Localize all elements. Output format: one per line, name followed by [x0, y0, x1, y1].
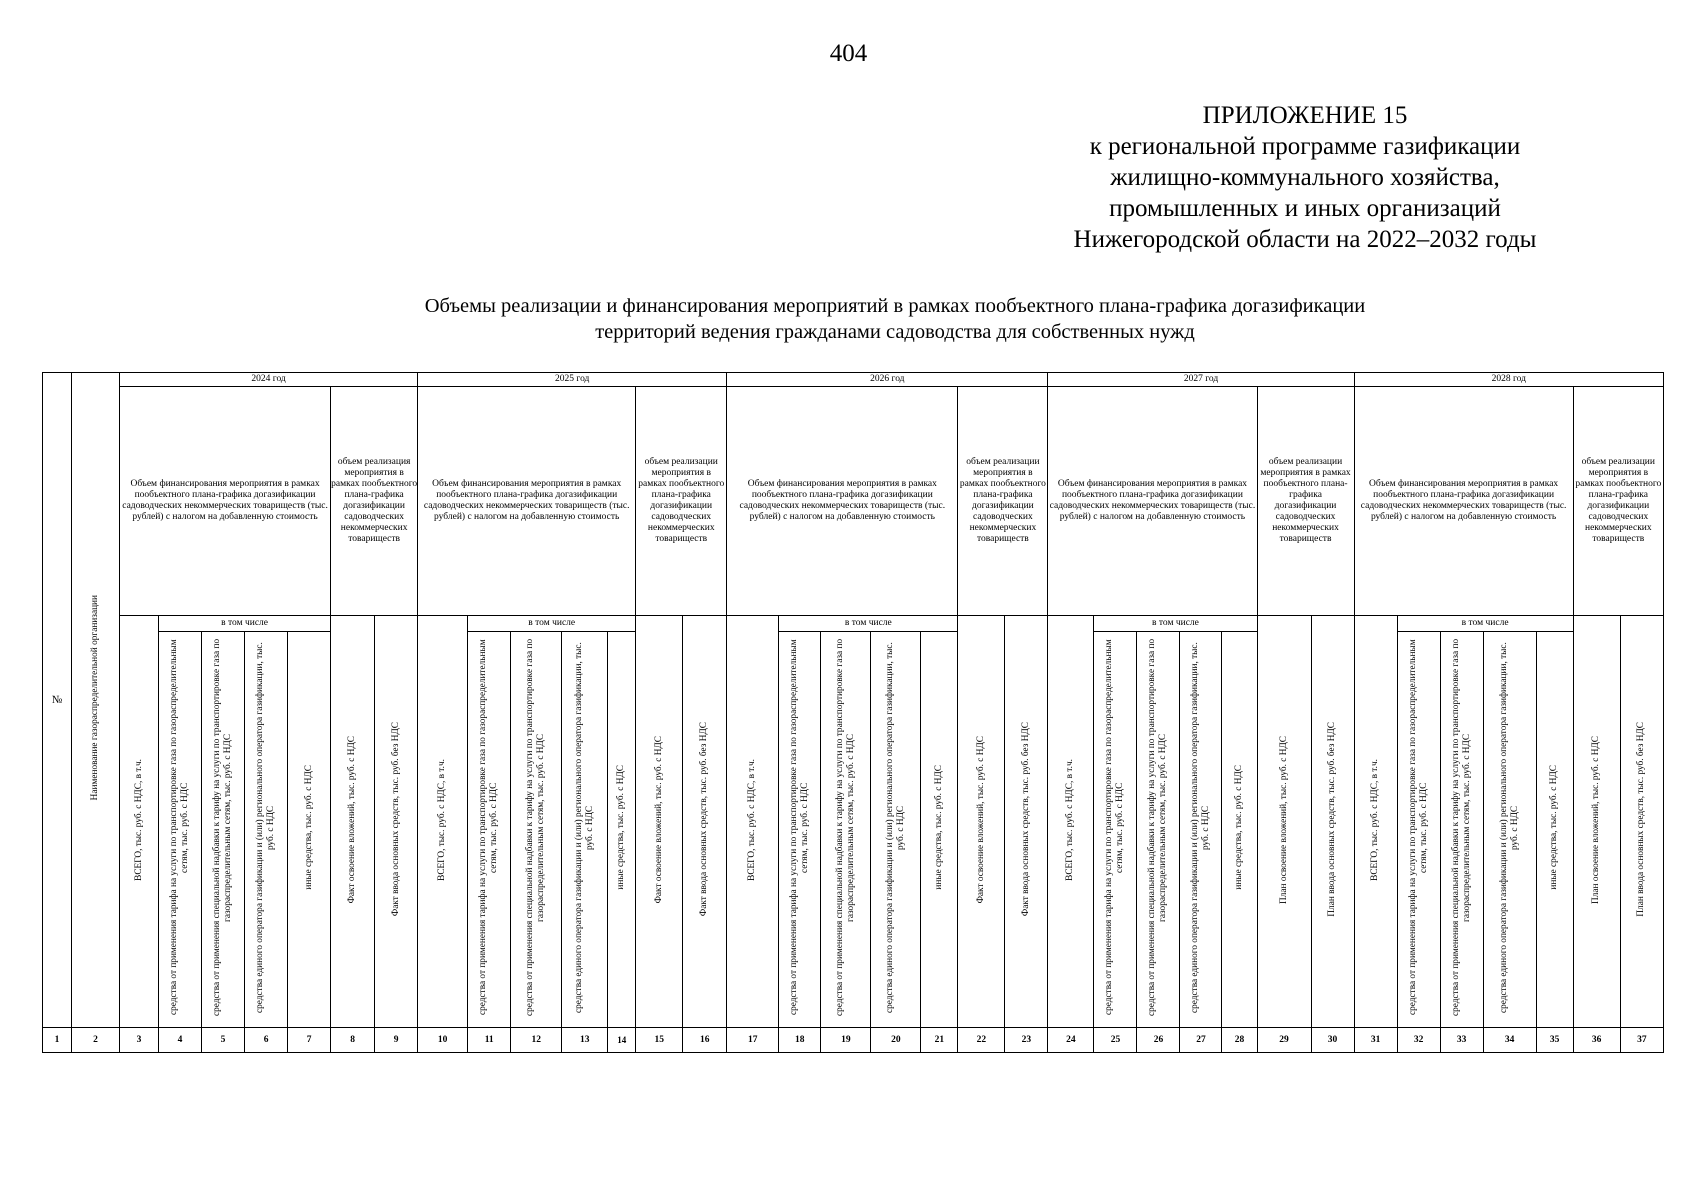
rotated-header-text: иные средства, тыс. руб. с НДС [1549, 765, 1560, 890]
rotated-header-text: иные средства, тыс. руб. с НДС [303, 765, 314, 890]
document-title [200, 293, 1590, 345]
rotated-header-text: План освоение вложений, тыс. руб. с НДС [1591, 735, 1602, 904]
column-number-cell: 21 [921, 1028, 958, 1053]
rotated-header-text: средства от применения тарифа на услуги по транспортировке газа по газораспределительным сетям, тыс. руб. с НДС [1104, 639, 1126, 1016]
rotated-header-text: Факт ввода основных средств, тыс. руб. без НДС [699, 722, 710, 917]
rotated-header-text: Факт ввода основных средств, тыс. руб. без НДС [390, 722, 401, 917]
including-header: в том числе [1094, 616, 1257, 632]
volume-header: объем реализации мероприятия в рамках пообъектного плана-графика догазификации садоводческих некоммерческих товариществ [1257, 387, 1354, 616]
column-header [202, 632, 245, 1028]
column-number-cell: 25 [1094, 1028, 1137, 1053]
column-number-cell: 5 [202, 1028, 245, 1053]
column-number-cell: 19 [821, 1028, 871, 1053]
column-header [636, 616, 683, 1028]
rotated-header-text: Факт освоение вложений, тыс. руб. с НДС [653, 735, 664, 904]
including-header: в том числе [1397, 616, 1573, 632]
column-header [562, 632, 608, 1028]
total-column-header [727, 616, 779, 1028]
year-header: 2024 год [120, 373, 418, 387]
column-header [1483, 632, 1536, 1028]
rotated-header-text: средства от применения тарифа на услуги по транспортировке газа по газораспределительным сетям, тыс. руб. с НДС [1407, 639, 1429, 1016]
rotated-header-text: Факт освоение вложений, тыс. руб. с НДС [347, 735, 358, 904]
financing-table [42, 372, 1664, 1053]
column-header [821, 632, 871, 1028]
rotated-header-text: средства от применения тарифа на услуги по транспортировке газа по газораспределительным сетям, тыс. руб. с НДС [788, 639, 810, 1016]
column-number-cell: 14 [608, 1028, 636, 1053]
funding-header: Объем финансирования мероприятия в рамках пообъектного плана-графика догазификации садоводческих некоммерческих товариществ (тыс. рублей) с налогом на добавленную стоимость [727, 387, 958, 616]
column-number-cell: 34 [1483, 1028, 1536, 1053]
rotated-header-text: средства единого оператора газификации и (или) регионального оператора газификации, тыс. руб. с НДС [884, 642, 906, 1013]
column-header [1440, 632, 1483, 1028]
funding-header: Объем финансирования мероприятия в рамках пообъектного плана-графика догазификации садоводческих некоммерческих товариществ (тыс. рублей) с налогом на добавленную стоимость [120, 387, 331, 616]
column-number-cell: 11 [468, 1028, 511, 1053]
column-header [921, 632, 958, 1028]
column-number-cell: 32 [1397, 1028, 1440, 1053]
volume-header: объем реализации мероприятия в рамках пообъектного плана-графика догазификации садоводческих некоммерческих товариществ [958, 387, 1048, 616]
column-header [1257, 616, 1311, 1028]
column-number-cell: 10 [418, 1028, 468, 1053]
rotated-header-text: средства от применения специальной надбавки к тарифу на услуги по транспортировке газа по газораспределительным сетям, тыс. руб. с НДС [1147, 638, 1169, 1017]
column-header [288, 632, 331, 1028]
column-number-cell: 36 [1573, 1028, 1620, 1053]
rotated-header-text: ВСЕГО, тыс. руб. с НДС, в т.ч. [133, 758, 144, 881]
column-header [1222, 632, 1257, 1028]
year-header: 2025 год [418, 373, 727, 387]
rotated-header-text: ВСЕГО, тыс. руб. с НДС, в т.ч. [1370, 758, 1381, 881]
column-header [1620, 616, 1663, 1028]
column-header [1573, 616, 1620, 1028]
column-header [958, 616, 1005, 1028]
rotated-header-text: средства от применения специальной надбавки к тарифу на услуги по транспортировке газа по газораспределительным сетям, тыс. руб. с НДС [834, 638, 856, 1017]
rotated-header-text: иные средства, тыс. руб. с НДС [933, 765, 944, 890]
rotated-header-text: средства от применения специальной надбавки к тарифу на услуги по транспортировке газа по газораспределительным сетям, тыс. руб. с НДС [1450, 638, 1472, 1017]
volume-header: объем реализации мероприятия в рамках пообъектного плана-графика догазификации садоводческих некоммерческих товариществ [636, 387, 727, 616]
column-header [375, 616, 418, 1028]
column-number-cell: 1 [43, 1028, 72, 1053]
column-number-cell: 13 [562, 1028, 608, 1053]
year-header: 2027 год [1048, 373, 1354, 387]
funding-header: Объем финансирования мероприятия в рамках пообъектного плана-графика догазификации садоводческих некоммерческих товариществ (тыс. рублей) с налогом на добавленную стоимость [1354, 387, 1573, 616]
rotated-header-text: средства от применения специальной надбавки к тарифу на услуги по транспортировке газа по газораспределительным сетям, тыс. руб. с НДС [525, 638, 547, 1017]
including-header: в том числе [159, 616, 331, 632]
column-number-cell: 7 [288, 1028, 331, 1053]
column-header [1397, 632, 1440, 1028]
column-header [871, 632, 921, 1028]
column-header [245, 632, 288, 1028]
column-number-cell: 17 [727, 1028, 779, 1053]
column-number-cell: 37 [1620, 1028, 1663, 1053]
title-line: Объемы реализации и финансирования мероприятий в рамках пообъектного плана-графика догазификации [424, 295, 1366, 317]
column-header [683, 616, 727, 1028]
rotated-header-text: иные средства, тыс. руб. с НДС [1233, 765, 1244, 890]
page-number: 404 [829, 40, 868, 67]
column-header [1094, 632, 1137, 1028]
column-number-cell: 2 [72, 1028, 120, 1053]
column-header [511, 632, 562, 1028]
column-number-cell: 30 [1311, 1028, 1354, 1053]
column-number-cell: 24 [1048, 1028, 1094, 1053]
volume-header: объем реализация мероприятия в рамках пообъектного плана-графика догазификации садоводческих некоммерческих товариществ [331, 387, 418, 616]
rotated-header-text: иные средства, тыс. руб. с НДС [616, 765, 627, 890]
including-header: в том числе [468, 616, 636, 632]
column-header [1536, 632, 1573, 1028]
rotated-header-text: Факт освоение вложений, тыс. руб. с НДС [975, 735, 986, 904]
column-number-cell: 4 [159, 1028, 202, 1053]
column-header [1311, 616, 1354, 1028]
appendix-line: Нижегородской области на 2022–2032 годы [1073, 226, 1537, 253]
org-header-text: Наименование газораспределительной организации [90, 595, 100, 801]
rotated-header-text: План освоение вложений, тыс. руб. с НДС [1278, 735, 1289, 904]
appendix-line: ПРИЛОЖЕНИЕ 15 [1202, 102, 1408, 129]
column-header [1137, 632, 1180, 1028]
column-header [779, 632, 821, 1028]
rotated-header-text: средства от применения тарифа на услуги по транспортировке газа по газораспределительным сетям, тыс. руб. с НДС [478, 639, 500, 1016]
column-number-cell: 26 [1137, 1028, 1180, 1053]
rotated-header-text: ВСЕГО, тыс. руб. с НДС, в т.ч. [1065, 758, 1076, 881]
funding-header: Объем финансирования мероприятия в рамках пообъектного плана-графика догазификации садоводческих некоммерческих товариществ (тыс. рублей) с налогом на добавленную стоимость [418, 387, 636, 616]
column-number-cell: 8 [331, 1028, 375, 1053]
column-number-cell: 9 [375, 1028, 418, 1053]
rotated-header-text: средства единого оператора газификации и (или) регионального оператора газификации, тыс. руб. с НДС [1189, 642, 1211, 1013]
total-column-header [1048, 616, 1094, 1028]
column-number-cell: 23 [1005, 1028, 1048, 1053]
column-number-cell: 20 [871, 1028, 921, 1053]
appendix-line: жилищно-коммунального хозяйства, [1110, 164, 1500, 191]
total-column-header [1354, 616, 1397, 1028]
column-number-cell: 28 [1222, 1028, 1257, 1053]
column-number-cell: 16 [683, 1028, 727, 1053]
column-number-cell: 35 [1536, 1028, 1573, 1053]
total-column-header [418, 616, 468, 1028]
rotated-header-text: ВСЕГО, тыс. руб. с НДС, в т.ч. [747, 758, 758, 881]
column-number-cell: 3 [120, 1028, 159, 1053]
rotated-header-text: средства единого оператора газификации и (или) регионального оператора газификации, тыс. руб. с НДС [1498, 642, 1520, 1013]
funding-header: Объем финансирования мероприятия в рамках пообъектного плана-графика догазификации садоводческих некоммерческих товариществ (тыс. рублей) с налогом на добавленную стоимость [1048, 387, 1257, 616]
column-number-cell: 12 [511, 1028, 562, 1053]
col-number-header: № [43, 373, 72, 1028]
rotated-header-text: Факт ввода основных средств, тыс. руб. без НДС [1020, 722, 1031, 917]
appendix-line: к региональной программе газификации [1089, 133, 1521, 160]
year-header: 2028 год [1354, 373, 1663, 387]
including-header: в том числе [779, 616, 958, 632]
column-number-cell: 33 [1440, 1028, 1483, 1053]
column-number-cell: 29 [1257, 1028, 1311, 1053]
column-number-cell: 6 [245, 1028, 288, 1053]
column-header [159, 632, 202, 1028]
rotated-header-text: средства единого оператора газификации и (или) регионального оператора газификации, тыс. руб. с НДС [255, 642, 277, 1013]
column-header [331, 616, 375, 1028]
title-line: территорий ведения гражданами садоводства для собственных нужд [595, 321, 1195, 343]
volume-header: объем реализации мероприятия в рамках пообъектного плана-графика догазификации садоводческих некоммерческих товариществ [1573, 387, 1663, 616]
column-header [468, 632, 511, 1028]
column-number-cell: 31 [1354, 1028, 1397, 1053]
appendix-heading [1000, 100, 1610, 255]
rotated-header-text: План ввода основных средств, тыс. руб. без НДС [1327, 722, 1338, 917]
rotated-header-text: средства единого оператора газификации и (или) регионального оператора газификации, тыс. руб. с НДС [573, 642, 595, 1013]
appendix-line: промышленных и иных организаций [1109, 195, 1501, 222]
year-header: 2026 год [727, 373, 1048, 387]
rotated-header-text: План ввода основных средств, тыс. руб. без НДС [1636, 722, 1647, 917]
column-number-cell: 15 [636, 1028, 683, 1053]
column-number-cell: 22 [958, 1028, 1005, 1053]
column-header [608, 632, 636, 1028]
col-org-header [72, 373, 120, 1028]
rotated-header-text: средства от применения специальной надбавки к тарифу на услуги по транспортировке газа по газораспределительным сетям, тыс. руб. с НДС [212, 638, 234, 1017]
rotated-header-text: ВСЕГО, тыс. руб. с НДС, в т.ч. [437, 758, 448, 881]
column-number-cell: 27 [1180, 1028, 1222, 1053]
total-column-header [120, 616, 159, 1028]
column-header [1180, 632, 1222, 1028]
rotated-header-text: средства от применения тарифа на услуги по транспортировке газа по газораспределительным сетям, тыс. руб. с НДС [169, 639, 191, 1016]
column-header [1005, 616, 1048, 1028]
column-number-cell: 18 [779, 1028, 821, 1053]
